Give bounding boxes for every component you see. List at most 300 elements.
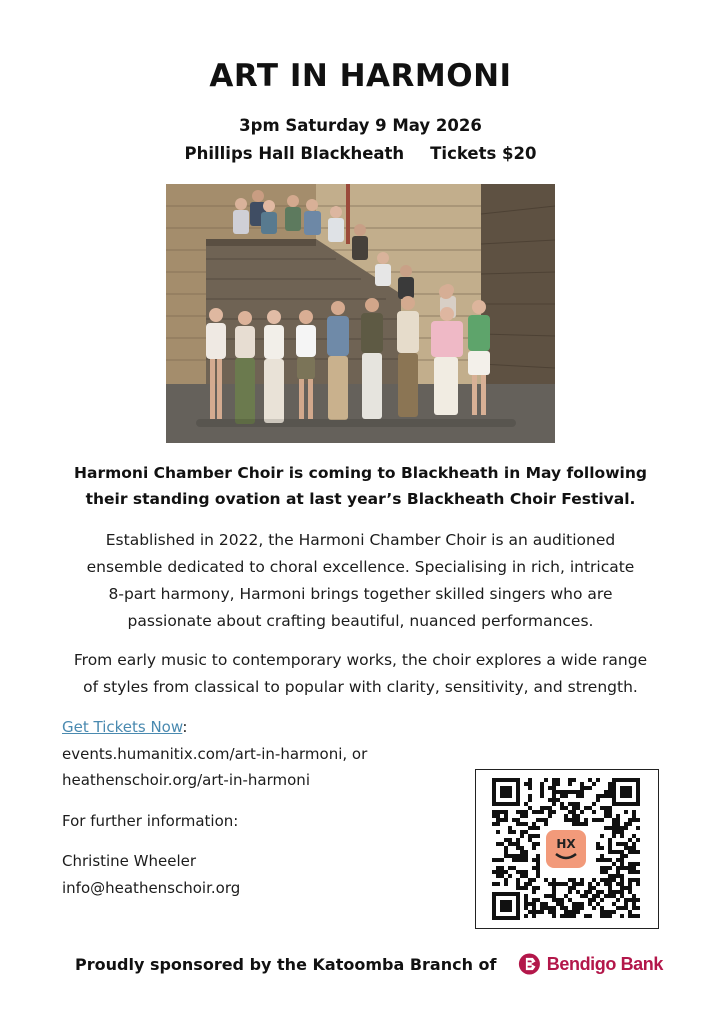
choir-photo [166,184,555,443]
qr-module [536,874,540,878]
qr-module [496,842,500,846]
qr-module [496,870,500,874]
qr-module [600,846,604,850]
qr-module [580,882,584,886]
qr-module [608,866,612,870]
qr-module [628,850,632,854]
qr-module [632,834,636,838]
qr-module [528,882,532,886]
qr-module [600,906,604,910]
get-tickets-link[interactable]: Get Tickets Now [62,718,183,736]
qr-module [496,874,500,878]
qr-module [608,850,612,854]
qr-module [516,870,520,874]
qr-module [600,794,604,798]
qr-module [584,894,588,898]
qr-module [560,902,564,906]
qr-module [604,878,608,882]
qr-module [540,910,544,914]
qr-module [572,882,576,886]
qr-module [616,818,620,822]
qr-module [564,882,568,886]
about-line: ensemble dedicated to choral excellence. Specialising in rich, intricate [86,558,635,576]
qr-module [620,874,624,878]
qr-module [572,914,576,918]
qr-module [508,874,512,878]
qr-module [624,822,628,826]
qr-module [564,894,568,898]
qr-module [540,786,544,790]
qr-module [632,842,636,846]
qr-module [552,890,556,894]
qr-module [576,794,580,798]
qr-module [560,906,564,910]
qr-module [608,806,612,810]
event-datetime: 3pm Saturday 9 May 2026 [239,116,482,135]
qr-module [624,898,628,902]
qr-module [628,846,632,850]
qr-module [548,806,552,810]
about-line: 8-part harmony, Harmoni brings together skilled singers who are [108,585,613,603]
qr-module [532,858,536,862]
qr-module [508,826,512,830]
qr-module [548,910,552,914]
qr-module [608,782,612,786]
qr-module [568,890,572,894]
event-venue-price [0,144,721,163]
qr-module [508,842,512,846]
qr-module [572,778,576,782]
qr-module [544,818,548,822]
qr-module [580,794,584,798]
qr-module [620,894,624,898]
qr-module [600,898,604,902]
qr-module [604,894,608,898]
qr-module [600,806,604,810]
qr-module [580,822,584,826]
tickets-heading [62,714,187,740]
qr-module [552,782,556,786]
qr-module [624,886,628,890]
qr-module [628,818,632,822]
qr-module [548,906,552,910]
repertoire-line: From early music to contemporary works, the choir explores a wide range [73,651,648,669]
qr-module [504,846,508,850]
qr-module [616,874,620,878]
qr-module [584,822,588,826]
qr-module [620,906,624,910]
qr-module [576,806,580,810]
qr-module [600,834,604,838]
qr-module [552,906,556,910]
qr-module [540,906,544,910]
qr-module [548,894,552,898]
qr-module [520,886,524,890]
qr-module [552,914,556,918]
qr-module [496,810,500,814]
qr-module [636,838,640,842]
qr-module [560,790,564,794]
qr-module [628,882,632,886]
qr-module [540,794,544,798]
qr-module [596,842,600,846]
qr-module [600,890,604,894]
qr-module [516,886,520,890]
qr-module [612,910,616,914]
qr-module [500,858,504,862]
qr-module [564,806,568,810]
qr-module [520,854,524,858]
qr-module [504,882,508,886]
qr-module [632,818,636,822]
qr-module [632,850,636,854]
qr-module [632,862,636,866]
qr-module [564,794,568,798]
qr-module [568,886,572,890]
qr-module [604,910,608,914]
qr-module [520,870,524,874]
qr-module [524,902,528,906]
about-line: passionate about crafting beautiful, nuanced performances. [127,612,594,630]
bendigo-bank-icon [518,951,541,977]
qr-module [612,894,616,898]
qr-module [524,906,528,910]
qr-module [604,914,608,918]
qr-module [612,874,616,878]
qr-module [524,870,528,874]
qr-module [612,862,616,866]
qr-module [632,906,636,910]
qr-module [572,886,576,890]
qr-module [528,806,532,810]
qr-module [608,882,612,886]
qr-module [512,830,516,834]
qr-module [636,914,640,918]
qr-module [536,854,540,858]
qr-module [604,810,608,814]
qr-module [576,882,580,886]
qr-module [592,878,596,882]
event-price: Tickets $20 [430,144,537,163]
qr-module [572,902,576,906]
qr-module [536,818,540,822]
qr-module [568,790,572,794]
qr-module [608,790,612,794]
qr-module [604,870,608,874]
qr-module [528,838,532,842]
qr-module [528,902,532,906]
repertoire-line: of styles from classical to popular with clarity, sensitivity, and strength. [83,678,638,696]
qr-module [556,790,560,794]
qr-module [556,902,560,906]
qr-module [524,874,528,878]
tickets-url-1: events.humanitix.com/art-in-harmoni, or [62,745,368,763]
qr-module [608,878,612,882]
qr-module [592,886,596,890]
qr-module [628,870,632,874]
qr-module [564,910,568,914]
qr-module [624,810,628,814]
qr-module [520,822,524,826]
qr-module [612,822,616,826]
bank-name: Bendigo Bank [546,953,663,974]
qr-module [536,858,540,862]
qr-module [620,914,624,918]
qr-module [620,858,624,862]
qr-module [620,882,624,886]
qr-module [628,862,632,866]
qr-module [596,846,600,850]
qr-module [556,778,560,782]
qr-module [524,914,528,918]
qr-module [620,830,624,834]
qr-module [508,838,512,842]
qr-module [516,858,520,862]
qr-module [524,850,528,854]
qr-module [532,910,536,914]
qr-module [548,814,552,818]
qr-module [516,846,520,850]
qr-module [596,858,600,862]
qr-module [612,890,616,894]
qr-module [560,898,564,902]
qr-module [616,830,620,834]
qr-module [600,914,604,918]
qr-module [588,806,592,810]
qr-module [536,898,540,902]
qr-module [520,850,524,854]
contact-name: Christine Wheeler [62,852,197,870]
qr-module [552,778,556,782]
qr-module [544,906,548,910]
qr-module [536,810,540,814]
qr-module [572,802,576,806]
qr-module [620,878,624,882]
qr-module [620,850,624,854]
qr-module [632,814,636,818]
qr-module [516,878,520,882]
qr-module [588,882,592,886]
qr-module [632,902,636,906]
qr-module [540,806,544,810]
qr-module [532,810,536,814]
qr-module [628,898,632,902]
qr-module [560,794,564,798]
qr-badge-text: HX [556,837,576,851]
qr-module [548,786,552,790]
qr-module [492,822,496,826]
qr-module [608,838,612,842]
qr-module [604,882,608,886]
qr-module [508,854,512,858]
qr-module [504,838,508,842]
qr-module [520,830,524,834]
qr-module [620,842,624,846]
qr-module [612,826,616,830]
qr-module [608,914,612,918]
qr-module [560,882,564,886]
qr-module [628,866,632,870]
qr-module [568,802,572,806]
qr-module [520,858,524,862]
qr-module [532,822,536,826]
qr-module [496,818,500,822]
qr-module [592,818,596,822]
qr-module [632,894,636,898]
qr-module [596,778,600,782]
qr-module [528,786,532,790]
qr-module [536,910,540,914]
qr-module [572,810,576,814]
contact-email: info@heathenschoir.org [62,879,241,897]
qr-module [632,898,636,902]
qr-module [496,814,500,818]
qr-module [600,818,604,822]
qr-module [516,854,520,858]
qr-module [616,858,620,862]
qr-module [496,882,500,886]
qr-module [548,798,552,802]
qr-module [568,778,572,782]
qr-module [504,878,508,882]
qr-module [608,786,612,790]
qr-module [552,798,556,802]
qr-module [520,874,524,878]
qr-module [500,870,504,874]
qr-module [512,866,516,870]
qr-module [636,826,640,830]
qr-module [532,842,536,846]
qr-module [504,850,508,854]
qr-module [536,866,540,870]
qr-module [604,858,608,862]
qr-module [600,910,604,914]
qr-module [580,786,584,790]
qr-module [552,790,556,794]
qr-module [576,890,580,894]
qr-module [552,786,556,790]
bendigo-bank-logo [518,948,663,980]
qr-module [624,826,628,830]
qr-module [492,858,496,862]
qr-module [532,866,536,870]
qr-module [524,814,528,818]
qr-module [504,810,508,814]
qr-module [532,886,536,890]
qr-module [540,790,544,794]
qr-module [516,842,520,846]
tickets-colon: : [182,718,188,736]
qr-module [520,814,524,818]
qr-module [552,910,556,914]
qr-module [596,794,600,798]
qr-module [636,870,640,874]
sponsor-text: Proudly sponsored by the Katoomba Branch of [75,955,497,974]
qr-module [520,810,524,814]
qr-module [576,910,580,914]
lead-paragraph [40,460,681,512]
qr-module [532,902,536,906]
qr-module [616,870,620,874]
qr-module [608,894,612,898]
qr-module [580,790,584,794]
qr-module [504,814,508,818]
qr-module [536,826,540,830]
qr-module [616,890,620,894]
qr-module [624,902,628,906]
qr-module [592,810,596,814]
qr-module [568,878,572,882]
qr-module [552,894,556,898]
qr-module [576,818,580,822]
qr-module [556,782,560,786]
qr-module [616,866,620,870]
qr-module [596,902,600,906]
qr-module [544,806,548,810]
qr-module [524,822,528,826]
qr-module [568,810,572,814]
qr-module [620,826,624,830]
qr-module [576,814,580,818]
qr-module [508,866,512,870]
qr-module [604,814,608,818]
qr-module [560,806,564,810]
qr-module [524,882,528,886]
qr-module [588,898,592,902]
qr-module [584,818,588,822]
qr-module [576,802,580,806]
qr-module [616,906,620,910]
tickets-url-2: heathenschoir.org/art-in-harmoni [62,771,310,789]
qr-module [580,906,584,910]
qr-module [540,782,544,786]
qr-module [576,906,580,910]
qr-module [632,810,636,814]
lead-line-2: their standing ovation at last year’s Blackheath Choir Festival. [85,490,636,508]
qr-module [588,786,592,790]
qr-module [532,846,536,850]
qr-module [628,890,632,894]
qr-module [504,818,508,822]
qr-module [600,878,604,882]
qr-module [608,814,612,818]
qr-module [532,898,536,902]
qr-module [528,794,532,798]
qr-module [524,802,528,806]
qr-module [544,878,548,882]
qr-module [588,890,592,894]
qr-module [608,794,612,798]
qr-module [512,854,516,858]
qr-module [572,878,576,882]
qr-module [584,890,588,894]
qr-module [532,834,536,838]
qr-module [596,894,600,898]
qr-module [516,838,520,842]
qr-module [532,890,536,894]
qr-module [564,814,568,818]
qr-module [540,810,544,814]
qr-module [544,778,548,782]
qr-module [516,810,520,814]
qr-module [608,858,612,862]
qr-module [564,818,568,822]
qr-module [632,866,636,870]
qr-module [528,798,532,802]
qr-module [580,902,584,906]
qr-module [592,782,596,786]
qr-module [636,862,640,866]
